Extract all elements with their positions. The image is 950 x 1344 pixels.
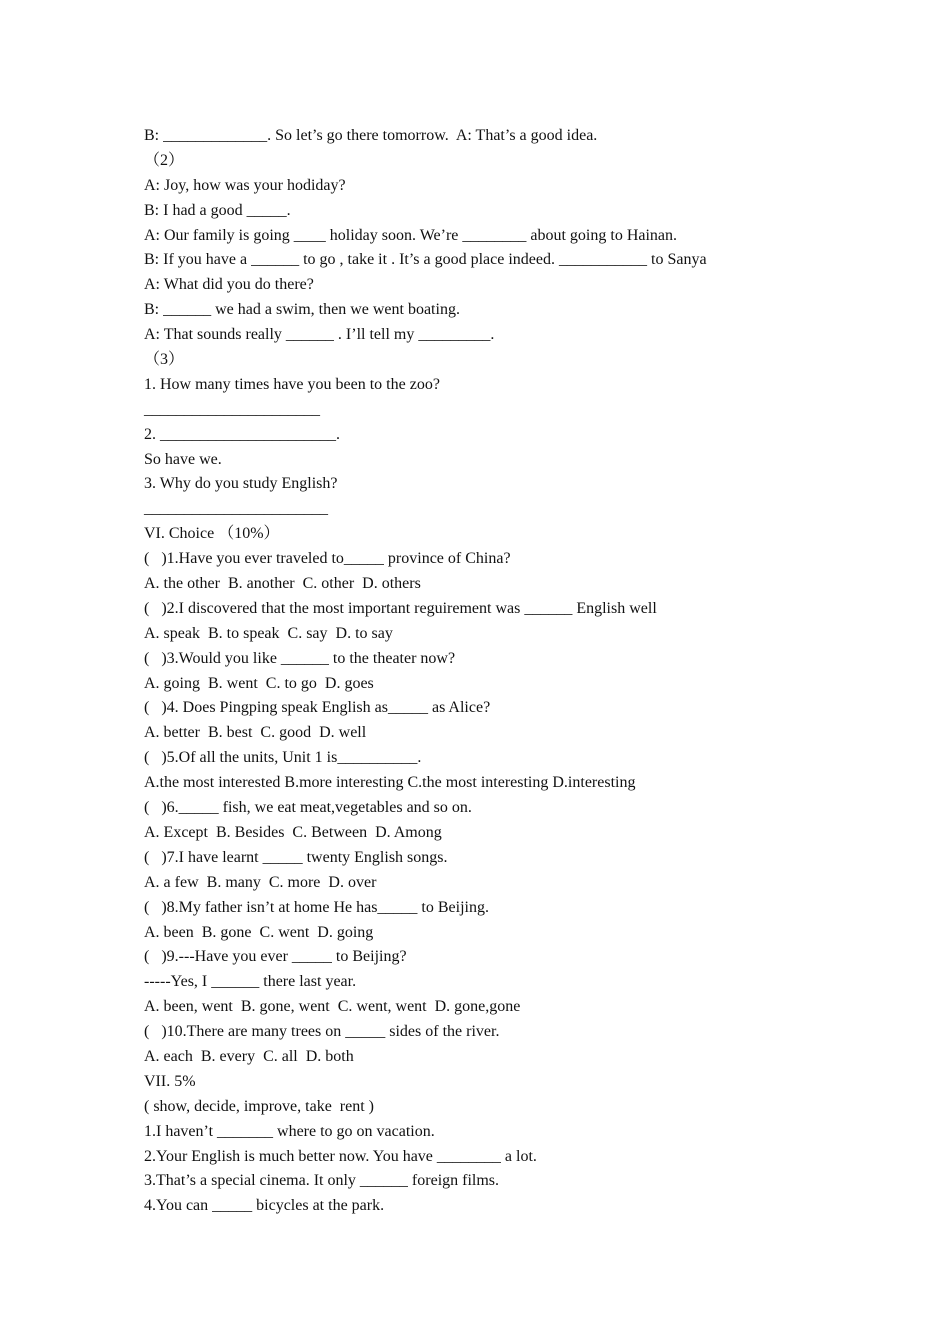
choice-question-10: ( )10.There are many trees on _____ sides of the river. bbox=[144, 1023, 500, 1041]
answer-blank-1: ______________________ bbox=[144, 400, 320, 418]
choice-options-1: A. the other B. another C. other D. others bbox=[144, 575, 421, 593]
choice-question-9-response: -----Yes, I ______ there last year. bbox=[144, 973, 357, 991]
choice-question-5: ( )5.Of all the units, Unit 1 is__________. bbox=[144, 749, 422, 767]
fill-in-question-4: 4.You can _____ bicycles at the park. bbox=[144, 1197, 385, 1215]
section-number-2: （2） bbox=[144, 151, 185, 169]
dialogue-line-b-chance: B: If you have a ______ to go , take it . It’s a good place indeed. ___________ to Sanya bbox=[144, 251, 707, 269]
dialogue-line-b-swim-boating: B: ______ we had a swim, then we went boating. bbox=[144, 301, 460, 319]
choice-question-4: ( )4. Does Pingping speak English as_____ as Alice? bbox=[144, 699, 491, 717]
dialogue-line-a-what-did-you-do: A: What did you do there? bbox=[144, 276, 314, 294]
choice-question-2: ( )2.I discovered that the most important reguirement was ______ English well bbox=[144, 599, 657, 617]
choice-question-6: ( )6._____ fish, we eat meat,vegetables and so on. bbox=[144, 799, 472, 817]
fill-in-question-3: 3.That’s a special cinema. It only ______ foreign films. bbox=[144, 1172, 500, 1190]
dialogue-line-b-good-time: B: I had a good _____. bbox=[144, 201, 291, 219]
answer-blank-3: _______________________ bbox=[144, 500, 328, 518]
choice-options-6: A. Except B. Besides C. Between D. Among bbox=[144, 823, 442, 841]
question-1-zoo: 1. How many times have you been to the zoo? bbox=[144, 375, 440, 393]
word-bank: ( show, decide, improve, take rent ) bbox=[144, 1097, 374, 1115]
choice-question-1: ( )1.Have you ever traveled to_____ province of China? bbox=[144, 550, 511, 568]
question-2-blank: 2. ______________________. bbox=[144, 425, 340, 443]
dialogue-line-a-holiday-question: A: Joy, how was your hodiday? bbox=[144, 176, 346, 194]
section-heading-choice: VI. Choice （10%） bbox=[144, 525, 280, 543]
section-heading-vii: VII. 5% bbox=[144, 1072, 196, 1090]
choice-question-3: ( )3.Would you like ______ to the theater now? bbox=[144, 649, 456, 667]
choice-options-5: A.the most interested B.more interesting C.the most interesting D.interesting bbox=[144, 774, 636, 792]
choice-options-3: A. going B. went C. to go D. goes bbox=[144, 674, 374, 692]
fill-in-question-1: 1.I haven’t _______ where to go on vacation. bbox=[144, 1122, 435, 1140]
choice-options-10: A. each B. every C. all D. both bbox=[144, 1047, 354, 1065]
fill-in-question-2: 2.Your English is much better now. You have ________ a lot. bbox=[144, 1147, 537, 1165]
worksheet-text bbox=[144, 124, 784, 1219]
choice-question-8: ( )8.My father isn’t at home He has_____ to Beijing. bbox=[144, 898, 489, 916]
choice-options-2: A. speak B. to speak C. say D. to say bbox=[144, 624, 393, 642]
choice-options-4: A. better B. best C. good D. well bbox=[144, 724, 367, 742]
section-number-3: （3） bbox=[144, 351, 185, 369]
dialogue-line-a-hainan: A: Our family is going ____ holiday soon. We’re ________ about going to Hainan. bbox=[144, 226, 678, 244]
dialogue-line-b-sanya-plan: B: _____________. So let’s go there tomorrow. A: That’s a good idea. bbox=[144, 127, 598, 144]
choice-question-7: ( )7.I have learnt _____ twenty English songs. bbox=[144, 848, 448, 866]
answer-so-have-we: So have we. bbox=[144, 450, 222, 468]
dialogue-line-a-tell-friend: A: That sounds really ______ . I’ll tell my _________. bbox=[144, 326, 495, 344]
choice-question-9: ( )9.---Have you ever _____ to Beijing? bbox=[144, 948, 407, 966]
choice-options-7: A. a few B. many C. more D. over bbox=[144, 873, 377, 891]
choice-options-8: A. been B. gone C. went D. going bbox=[144, 923, 374, 941]
choice-options-9: A. been, went B. gone, went C. went, went D. gone,gone bbox=[144, 998, 521, 1016]
question-3-study-english: 3. Why do you study English? bbox=[144, 475, 338, 493]
